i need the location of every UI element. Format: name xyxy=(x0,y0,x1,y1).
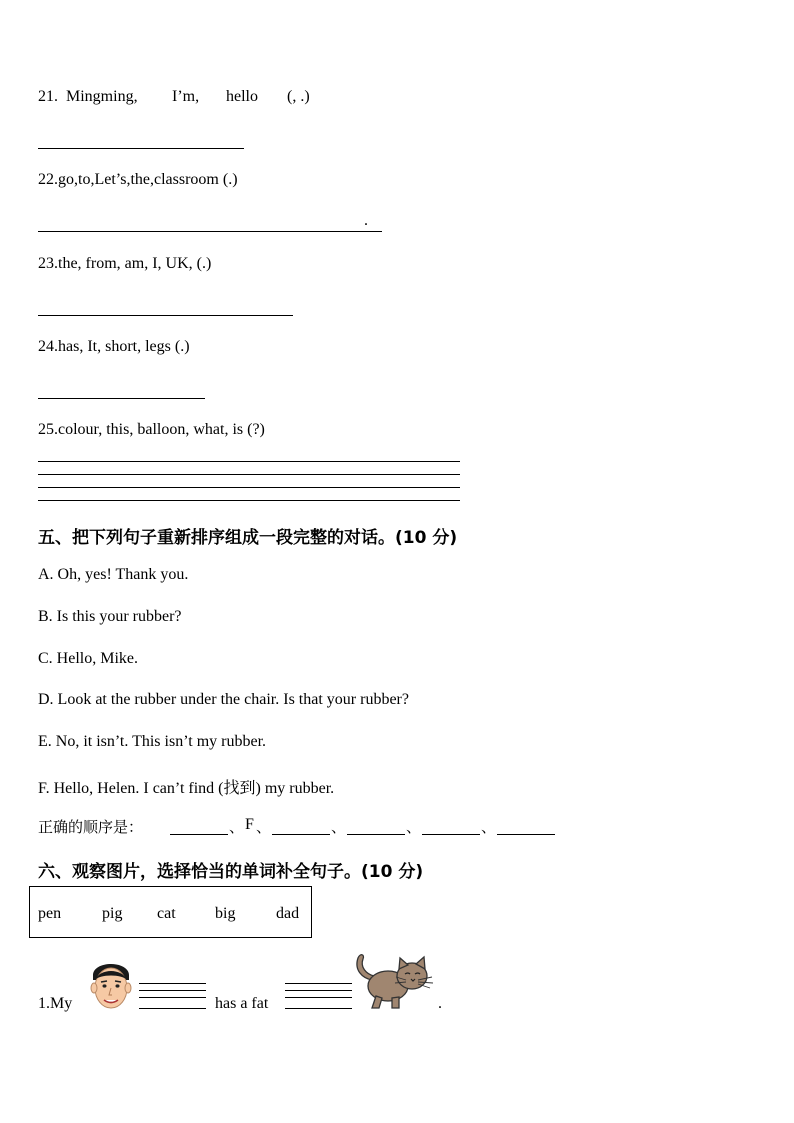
section6-heading: 六、观察图片，选择恰当的单词补全句子。(10 分) xyxy=(38,862,424,882)
q21-word-4: (, .) xyxy=(287,88,310,105)
order-label: 正确的顺序是： xyxy=(38,818,144,836)
word-bank-word: dad xyxy=(276,905,300,922)
q21-word-1: Mingming, xyxy=(66,88,138,105)
order-blank-3[interactable] xyxy=(347,834,405,835)
q25-writing-line-4[interactable] xyxy=(38,500,460,501)
word-bank-box xyxy=(29,886,312,938)
picture-q1-blank-2-line-4[interactable] xyxy=(285,1008,352,1009)
section5-heading: 五、把下列句子重新排序组成一段完整的对话。(10 分) xyxy=(38,528,458,548)
order-blank-4[interactable] xyxy=(422,834,480,835)
q22-text: 22.go,to,Let’s,the,classroom (.) xyxy=(38,171,238,188)
picture-q1-prefix: 1.My xyxy=(38,995,73,1012)
word-bank-word: cat xyxy=(157,905,176,922)
word-bank-word: big xyxy=(215,905,236,922)
dialog-option-e: E. No, it isn’t. This isn’t my rubber. xyxy=(38,733,267,750)
order-blank-2[interactable] xyxy=(272,834,330,835)
word-bank-word: pig xyxy=(102,905,123,922)
picture-q1-blank-1-line-4[interactable] xyxy=(139,1008,206,1009)
dialog-option-b: B. Is this your rubber? xyxy=(38,608,182,625)
man-face-icon xyxy=(86,958,136,1014)
q22-answer-line[interactable] xyxy=(38,231,382,232)
order-blank-5[interactable] xyxy=(497,834,555,835)
dialog-option-f: F. Hello, Helen. I can’t find (找到) my rubber. xyxy=(38,780,335,797)
dialog-option-c: C. Hello, Mike. xyxy=(38,650,138,667)
q25-writing-line-2[interactable] xyxy=(38,474,460,475)
cat-icon xyxy=(352,950,438,1012)
dialog-option-d: D. Look at the rubber under the chair. Is that your rubber? xyxy=(38,691,409,708)
picture-q1-blank-2-line-3[interactable] xyxy=(285,997,352,998)
order-separator-1: 、 xyxy=(229,818,245,836)
q21-answer-line[interactable] xyxy=(38,148,244,149)
q25-text: 25.colour, this, balloon, what, is (?) xyxy=(38,421,265,438)
word-bank-word: pen xyxy=(38,905,62,922)
dialog-option-a: A. Oh, yes! Thank you. xyxy=(38,566,189,583)
q22-period: . xyxy=(364,212,368,229)
picture-q1-blank-1-line-3[interactable] xyxy=(139,997,206,998)
picture-q1-blank-2-line-2[interactable] xyxy=(285,990,352,991)
q25-writing-line-3[interactable] xyxy=(38,487,460,488)
order-separator-2: 、 xyxy=(256,818,272,836)
q24-text: 24.has, It, short, legs (.) xyxy=(38,338,190,355)
order-separator-3: 、 xyxy=(331,818,347,836)
order-separator-5: 、 xyxy=(481,818,497,836)
q21-number: 21. xyxy=(38,88,58,105)
order-separator-4: 、 xyxy=(406,818,422,836)
picture-q1-blank-1-line-1[interactable] xyxy=(139,983,206,984)
picture-q1-blank-1-line-2[interactable] xyxy=(139,990,206,991)
q25-writing-line-1[interactable] xyxy=(38,461,460,462)
q21-word-2: I’m, xyxy=(172,88,200,105)
q24-answer-line[interactable] xyxy=(38,398,205,399)
picture-q1-end: . xyxy=(438,995,442,1012)
q23-text: 23.the, from, am, I, UK, (.) xyxy=(38,255,212,272)
order-given-f: F xyxy=(245,816,254,833)
picture-q1-blank-2-line-1[interactable] xyxy=(285,983,352,984)
q23-answer-line[interactable] xyxy=(38,315,293,316)
picture-q1-middle: has a fat xyxy=(215,995,269,1012)
order-blank-1[interactable] xyxy=(170,834,228,835)
q21-word-3: hello xyxy=(226,88,258,105)
